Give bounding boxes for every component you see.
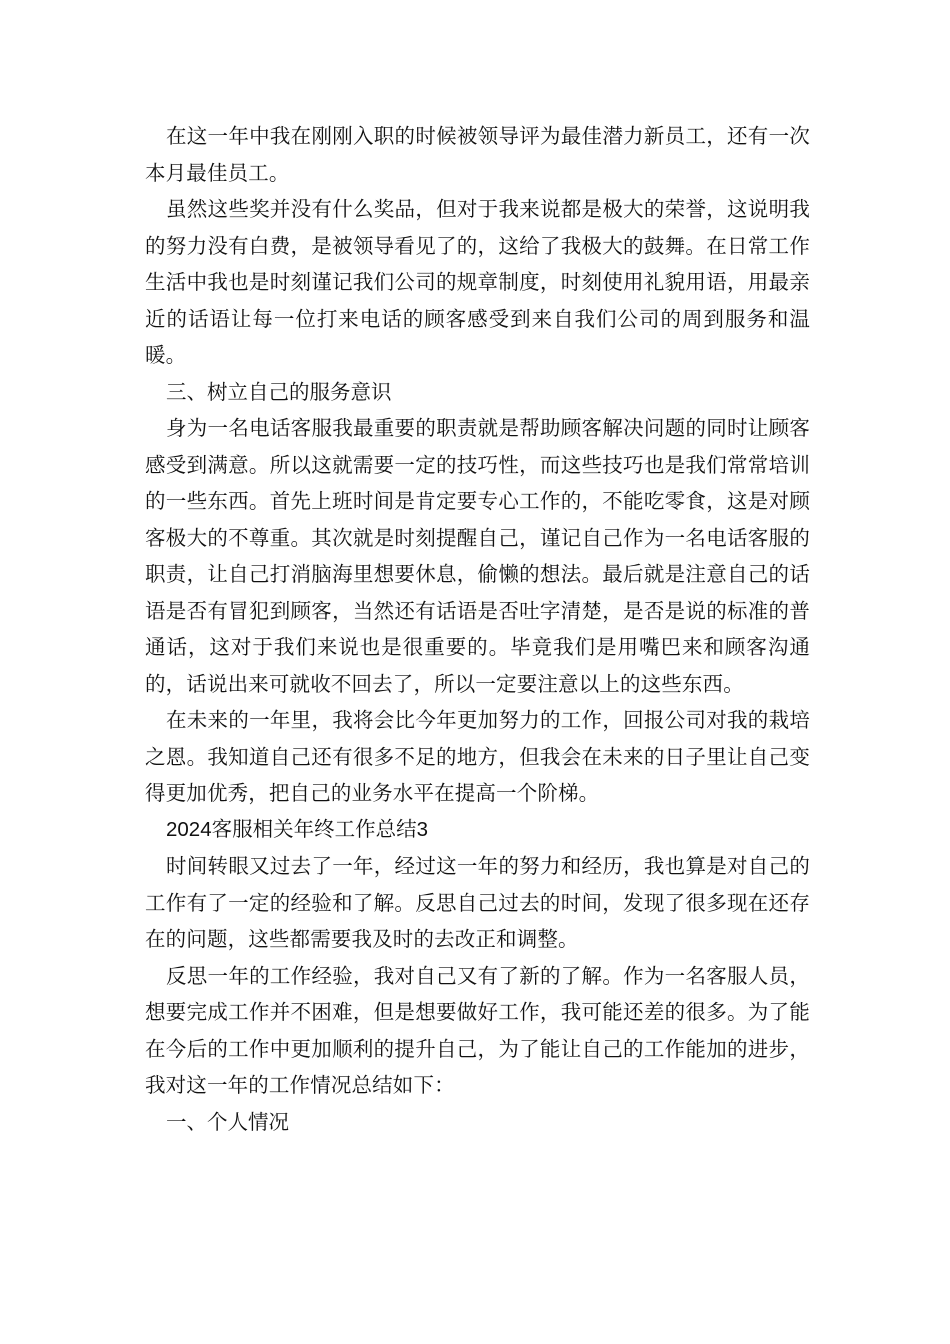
section-heading: 三、树立自己的服务意识 (166, 379, 392, 404)
document-title: 2024客服相关年终工作总结3 (166, 817, 429, 841)
paragraph: 反思一年的工作经验，我对自己又有了新的了解。作为一名客服人员，想要完成工作并不困难，但是想要做好工作，我可能还差的很多。为了能在今后的工作中更加顺利的提升自己，为了能让自己的工作能加的进步，我对这一年的工作情况总结如下： (145, 963, 810, 1097)
paragraph: 身为一名电话客服我最重要的职责就是帮助顾客解决问题的同时让顾客感受到满意。所以这就需要一定的技巧性，而这些技巧也是我们常常培训的一些东西。首先上班时间是肯定要专心工作的，不能吃零食，这是对顾客极大的不尊重。其次就是时刻提醒自己，谨记自己作为一名电话客服的职责，让自己打消脑海里想要休息，偷懒的想法。最后就是注意自己的话语是否有冒犯到顾客，当然还有话语是否吐字清楚，是否是说的标准的普通话，这对于我们来说也是很重要的。毕竟我们是用嘴巴来和顾客沟通的，话说出来可就收不回去了，所以一定要注意以上的这些东西。 (145, 416, 810, 696)
paragraph: 在这一年中我在刚刚入职的时候被领导评为最佳潜力新员工，还有一次本月最佳员工。 (145, 124, 810, 185)
paragraph: 虽然这些奖并没有什么奖品，但对于我来说都是极大的荣誉，这说明我的努力没有白费，是被领导看见了的，这给了我极大的鼓舞。在日常工作生活中我也是时刻谨记我们公司的规章制度，时刻使用礼貌用语，用最亲近的话语让每一位打来电话的顾客感受到来自我们公司的周到服务和温暖。 (145, 197, 810, 367)
document-body (145, 118, 810, 1140)
section-heading: 一、个人情况 (166, 1109, 289, 1134)
paragraph: 时间转眼又过去了一年，经过这一年的努力和经历，我也算是对自己的工作有了一定的经验和了解。反思自己过去的时间，发现了很多现在还存在的问题，这些都需要我及时的去改正和调整。 (145, 854, 810, 951)
paragraph: 在未来的一年里，我将会比今年更加努力的工作，回报公司对我的栽培之恩。我知道自己还有很多不足的地方，但我会在未来的日子里让自己变得更加优秀，把自己的业务水平在提高一个阶梯。 (145, 708, 810, 805)
